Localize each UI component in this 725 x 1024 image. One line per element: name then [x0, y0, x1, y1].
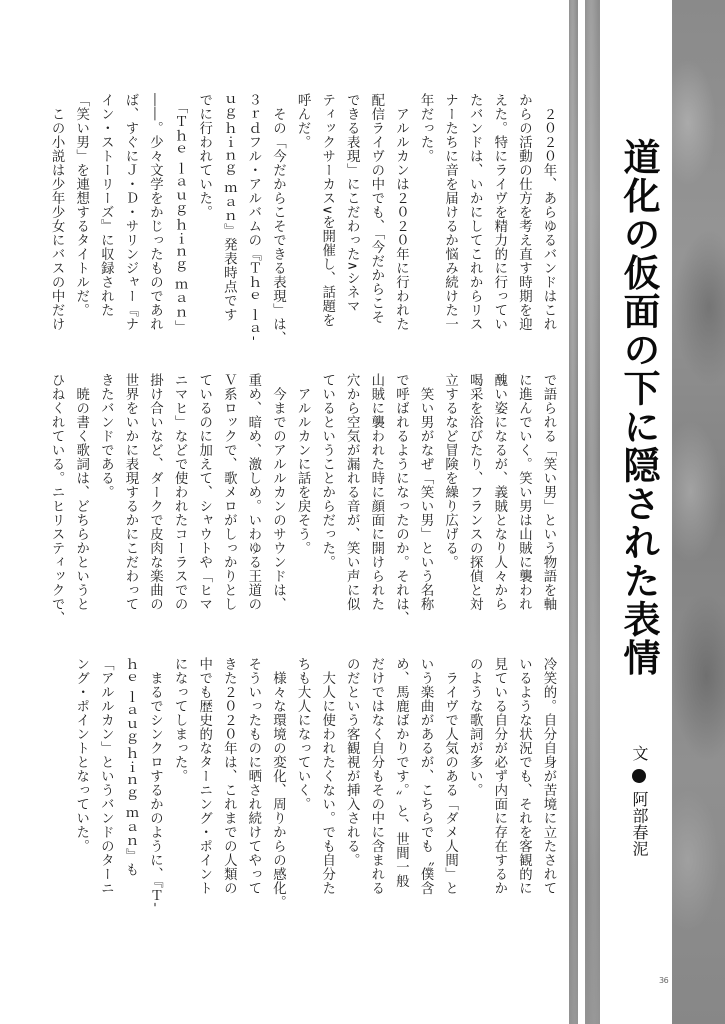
text-column: この小説は少年少女にバスの中だけ [49, 93, 65, 331]
text-column: 重め、暗め、激しめ。いわゆる王道の [245, 373, 261, 611]
text-column: アルルカンに話を戻そう。 [295, 373, 311, 555]
text-column: ――。少々文学をかじったものであれ [147, 93, 163, 331]
text-column: 暁の書く歌詞は、どちらかというと [73, 373, 89, 611]
body-text-block-bottom [68, 657, 560, 909]
text-column: ちも大人になっていく。 [295, 657, 311, 811]
text-column: イン・ストーリーズ』に収録された [98, 93, 114, 317]
byline-prefix: 文 [630, 745, 649, 762]
text-column: 世界をいかに表現するかにこだわって [122, 373, 138, 611]
text-column: 笑い男がなぜ「笑い男」という名称 [418, 373, 434, 611]
decorative-stripe-thin [569, 0, 578, 1024]
author-byline [630, 745, 648, 857]
text-column: まるでシンクロするかのように、『Ｔ- [147, 657, 163, 908]
text-column: 中でも歴史的なターニング・ポイント [196, 657, 212, 895]
decorative-stripe-wide [585, 0, 600, 1024]
text-column: になってしまった。 [172, 657, 188, 783]
text-column: のような歌詞が多い。 [467, 657, 483, 797]
text-column: 今までのアルルカンのサウンドは、 [270, 373, 286, 611]
text-column: 見ている自分が必ず内面に存在するか [491, 657, 507, 895]
text-column: 穴から空気が漏れる音が、笑い声に似 [344, 373, 360, 611]
text-column: 「Ｔｈｅ ｌａｕｇｈｉｎｇ ｍａｎ」 [172, 93, 188, 335]
text-column: でに行われていた。 [196, 93, 212, 219]
text-column: で呼ばれるようになったのか。それは、 [393, 373, 409, 625]
text-column: のだという客観視が挿入される。 [344, 657, 360, 867]
text-column: ３ｒｄフル・アルバムの『Ｔｈｅ ｌａ- [245, 93, 261, 341]
text-column: 冷笑的。自分自身が苦境に立たされて [541, 657, 556, 895]
black-circle-icon [632, 769, 646, 783]
text-column: で語られる「笑い男」という物語を軸 [541, 373, 556, 611]
text-column: 醜い姿になるが、義賊となり人々から [491, 373, 507, 611]
text-column: 喝采を浴びたり、フランスの探偵と対 [467, 373, 483, 611]
text-column: アルルカンは２０２０年に行われた [393, 93, 409, 331]
text-column: ２０２０年、あらゆるバンドはこれ [541, 93, 556, 331]
text-column: ナーたちに音を届けるか悩み続けた一 [442, 93, 458, 331]
text-column: 大人に使われたくない。でも自分た [319, 657, 335, 895]
text-column: ニマヒ」などで使われたコーラスでの [172, 373, 188, 611]
text-column: 掛け合いなど、ダークで皮肉な楽曲の [147, 373, 163, 611]
text-column: に進んでいく。笑い男は山賊に襲われ [516, 373, 532, 611]
text-column: ば、すぐにＪ・Ｄ・サリンジャー『ナ [122, 93, 138, 331]
text-column: 呼んだ。 [295, 93, 311, 149]
text-column: ているのに加えて、シャウトや「ヒマ [196, 373, 212, 611]
article-title: 道化の仮面の下に隠された表情 [617, 138, 660, 677]
text-column: Ｖ系ロックで、歌メロがしっかりとし [221, 373, 237, 611]
text-column: 配信ライヴの中でも、「今だからこそ [368, 93, 384, 325]
text-column: ているということからだった。 [319, 373, 335, 569]
text-column: からの活動の仕方を考え直す時期を迎 [516, 93, 532, 331]
text-column: ｈｅ ｌａｕｇｈｉｎｇ ｍａｎ』も [122, 657, 138, 877]
text-column: きた２０２０年は、これまでの人類の [221, 657, 237, 895]
text-column: えた。特にライヴを精力的に行ってい [491, 93, 507, 331]
body-text-block-top [49, 93, 560, 345]
text-column: きたバンドである。 [98, 373, 114, 499]
text-column: 立するなど冒険を繰り広げる。 [442, 373, 458, 569]
text-column: め、馬鹿ばかりです。〟と、世間一般 [393, 657, 409, 889]
author-name: 阿部春泥 [630, 790, 649, 857]
text-column: その「今だからこそできる表現」は、 [270, 93, 286, 345]
text-column: だけではなく自分もその中に含まれる [368, 657, 384, 895]
text-column: ティックサーカス∨を開催し、話題を [319, 93, 335, 328]
text-column: ング・ポイントとなっていた。 [73, 657, 89, 853]
text-column: そういったものに晒され続けてやって [245, 657, 261, 895]
text-column: ライヴで人気のある「ダメ人間」と [442, 657, 458, 895]
cloud-texture-band [672, 0, 725, 1024]
page-number: 36 [659, 976, 669, 985]
text-column: 「笑い男」を連想するタイトルだ。 [73, 93, 89, 317]
text-column: いう楽曲があるが、こちらでも〝僕含 [418, 657, 434, 895]
text-column: 様々な環境の変化、周りからの感化。 [270, 657, 286, 909]
text-column: 山賊に襲われた時に顔面に開けられた [368, 373, 384, 611]
body-text-block-middle [49, 373, 560, 625]
text-column: たバンドは、いかにしてこれからリス [467, 93, 483, 331]
text-column: ｕｇｈｉｎｇ ｍａｎ』発表時点です [221, 93, 237, 322]
text-column: いるような状況でも、それを客観的に [516, 657, 532, 895]
text-column: 「アルルカン」というバンドのターニ [98, 657, 114, 895]
text-column: 年だった。 [418, 93, 434, 163]
text-column: できる表現」にこだわった∧シネマ [344, 93, 360, 314]
text-column: ひねくれている。ニヒリスティックで、 [49, 373, 65, 625]
